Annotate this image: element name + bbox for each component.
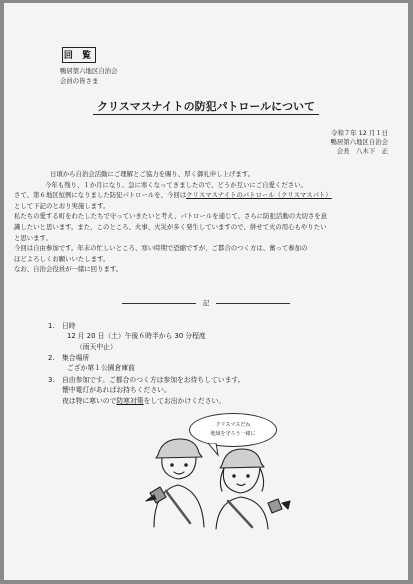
document-page xyxy=(4,3,408,580)
ki-label: 記 xyxy=(202,299,210,307)
addressee-org: 鴨居第六地区自治会 xyxy=(60,67,118,75)
event-intro-cont: として下記のとおり実施します。 xyxy=(14,201,110,210)
circulation-stamp: 回 覧 xyxy=(62,47,96,63)
document-title: クリスマスナイトの防犯パトロールについて xyxy=(4,98,408,114)
sender-org: 鴨居第六地区自治会 xyxy=(330,138,388,146)
participation-line-1: 今回は自由参加です。年末の忙しいところ、寒い時期で恐縮ですが、ご都合のつく方は、奮って参加の xyxy=(14,244,308,253)
item-3: 3. 自由参加です。ご都合のつく方は参加をお待ちしています。 懐中電灯があればお持ちください。 夜は特に寒いので防寒対策をしてお出かけください。 xyxy=(48,375,388,406)
participation-line-2: ほどよろしくお願いいたします。 xyxy=(14,254,110,263)
officers-note: なお、自治会役員が一緒に回ります。 xyxy=(14,265,123,274)
event-intro: さて、第６地区恒例になりました防犯パトロールを、今回はクリスマスナイトのパトロール（クリスマスパト） xyxy=(14,191,332,200)
patrol-illustration xyxy=(144,431,294,531)
event-name: クリスマスナイトのパトロール（クリスマスパト） xyxy=(186,191,332,200)
bubble-line-2: 地域を守ろう一緒に xyxy=(210,431,256,437)
item-1-line-2: （雨天中止） xyxy=(76,342,117,351)
purpose-line-3: と思います。 xyxy=(14,233,52,242)
item-2-heading: 集合場所 xyxy=(62,354,90,362)
purpose-line-1: 私たちの愛する町をわたしたちで守っていきたいと考え、パトロールを通じて、さらに防犯活動の大切さを意 xyxy=(14,212,328,221)
addressee-members: 会員の皆さま xyxy=(60,77,99,85)
greeting: 日頃から自治会活動にご理解とご協力を賜り、厚く御礼申し上げます。 xyxy=(50,170,254,178)
item-3-heading: 自由参加です。ご都合のつく方は参加をお待ちしています。 xyxy=(62,376,245,384)
sender-chair: 会長 八木下 正 xyxy=(336,147,388,155)
patrol-man-figure xyxy=(146,439,204,527)
season-note: 今年も残り、１か月になり、急に寒くなってきましたので、どうか互いにご自愛ください。 xyxy=(45,180,307,189)
issue-date: 令和７年 12 月１日 xyxy=(331,129,388,137)
ki-separator xyxy=(122,298,290,308)
item-2: 2. 集合場所 ござか第１公園倉庫前 xyxy=(48,353,388,374)
purpose-line-2: 識したいと思います。また、このところ、火事、火災が多く発生していますので、併せて火の用心もやりたい xyxy=(14,222,327,231)
item-3-line-2: 夜は特に寒いので防寒対策をしてお出かけください。 xyxy=(62,396,226,405)
item-1: 1. 日時 12 月 20 日（土）午後６時半から 30 分程度 （雨天中止） xyxy=(48,321,388,352)
patrol-woman-figure xyxy=(216,449,290,529)
item-1-heading: 日時 xyxy=(62,322,76,330)
item-3-line-1: 懐中電灯があればお持ちください。 xyxy=(62,386,171,395)
bubble-line-1: クリスマスだね xyxy=(215,422,251,428)
item-1-line-1: 12 月 20 日（土）午後６時半から 30 分程度 xyxy=(67,332,206,341)
item-2-line-1: ござか第１公園倉庫前 xyxy=(67,364,135,373)
letter-body xyxy=(14,169,400,275)
